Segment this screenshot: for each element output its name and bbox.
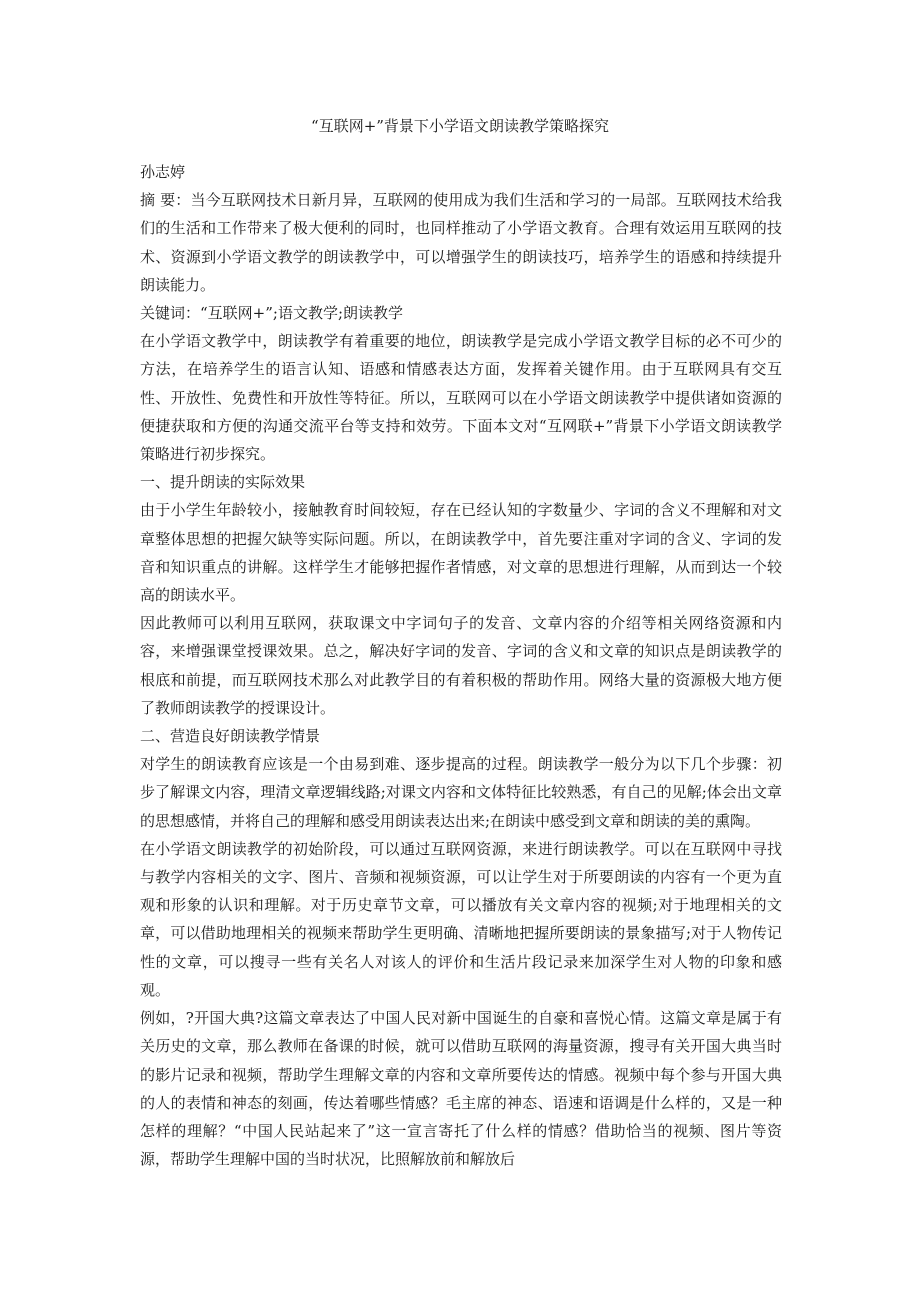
section-heading-1: 一、提升朗读的实际效果 — [140, 473, 306, 492]
section1-paragraph-2: 因此教师可以利用互联网，获取课文中字词句子的发音、文章内容的介绍等相关网络资源和内容，来增强课堂授课效果。总之，解决好字词的发音、字词的含义和文章的知识点是朗读教学的根底和前提，而互联网技术那么对此教学目的有着积极的帮助作用。网络大量的资源极大地方便了教师朗读教学的授课设计。 — [140, 614, 782, 717]
section2-paragraph-1: 对学生的朗读教育应该是一个由易到难、逐步提高的过程。朗读教学一般分为以下几个步骤：初步了解课文内容，理清文章逻辑线路;对课文内容和文体特征比较熟悉，有自己的见解;体会出文章的思想感情，并将自己的理解和感受用朗读表达出来;在朗读中感受到文章和朗读的美的熏陶。 — [140, 755, 782, 830]
section2-paragraph-2: 在小学语文朗读教学的初始阶段，可以通过互联网资源，来进行朗读教学。可以在互联网中寻找与教学内容相关的文字、图片、音频和视频资源，可以让学生对于所要朗读的内容有一个更为直观和形象的认识和理解。对于历史章节文章，可以播放有关文章内容的视频;对于地理相关的文章，可以借助地理相关的视频来帮助学生更明确、清晰地把握所要朗读的景象描写;对于人物传记性的文章，可以搜寻一些有关名人对该人的评价和生活片段记录来加深学生对人物的印象和感观。 — [140, 839, 782, 999]
section-heading-2: 二、营造良好朗读教学情景 — [140, 727, 321, 746]
document-title: “互联网+”背景下小学语文朗读教学策略探究 — [311, 117, 609, 135]
section1-paragraph-1: 由于小学生年龄较小，接触教育时间较短，存在已经认知的字数量少、字词的含义不理解和对文章整体思想的把握欠缺等实际问题。所以，在朗读教学中，首先要注重对字词的含义、字词的发音和知识重点的讲解。这样学生才能够把握作者情感，对文章的思想进行理解，从而到达一个较高的朗读水平。 — [140, 501, 782, 605]
abstract-paragraph: 摘 要：当今互联网技术日新月异，互联网的使用成为我们生活和学习的一局部。互联网技术给我们的生活和工作带来了极大便利的同时，也同样推动了小学语文教育。合理有效运用互联网的技术、资源到小学语文教学的朗读教学中，可以增强学生的朗读技巧，培养学生的语感和持续提升朗读能力。 — [140, 191, 782, 294]
section2-paragraph-3: 例如，?开国大典?这篇文章表达了中国人民对新中国诞生的自豪和喜悦心情。这篇文章是属于有关历史的文章，那么教师在备课的时候，就可以借助互联网的海量资源，搜寻有关开国大典当时的影片记录和视频，帮助学生理解文章的内容和文章所要传达的情感。视频中每个参与开国大典的人的表情和神态的刻画，传达着哪些情感？毛主席的神态、语速和语调是什么样的，又是一种怎样的理解？“中国人民站起来了”这一宣言寄托了什么样的情感？借助恰当的视频、图片等资源，帮助学生理解中国的当时状况，比照解放前和解放后 — [140, 1009, 782, 1169]
keywords-line: 关键词：“互联网+”;语文教学;朗读教学 — [140, 304, 404, 323]
intro-paragraph: 在小学语文教学中，朗读教学有着重要的地位，朗读教学是完成小学语文教学目标的必不可少的方法，在培养学生的语言认知、语感和情感表达方面，发挥着关键作用。由于互联网具有交互性、开放性、免费性和开放性等特征。所以，互联网可以在小学语文朗读教学中提供诸如资源的便捷获取和方便的沟通交流平台等支持和效劳。下面本文对“互网联+”背景下小学语文朗读教学策略进行初步探究。 — [140, 332, 782, 464]
document-body — [140, 158, 782, 1173]
author-name: 孙志婷 — [140, 163, 186, 181]
